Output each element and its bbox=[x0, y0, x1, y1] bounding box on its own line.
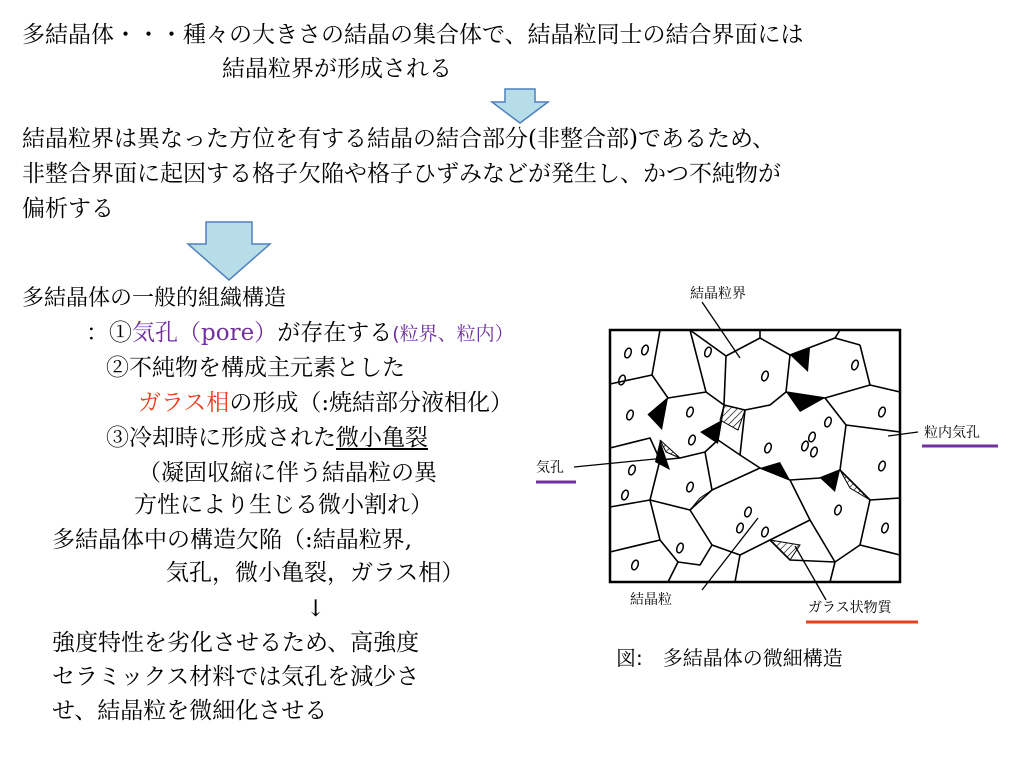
conclusion-line-3: せ、結晶粒を微細化させる bbox=[52, 698, 328, 724]
pore-label: 気孔 bbox=[536, 460, 564, 476]
grain-label: 結晶粒 bbox=[630, 592, 672, 608]
item1-prefix: ：① bbox=[86, 320, 132, 346]
grain-boundary-label: 結晶粒界 bbox=[690, 286, 746, 302]
structure-item-2-line-1: ②不純物を構成主元素とした bbox=[106, 355, 405, 381]
structure-item-3-line-1 bbox=[106, 419, 428, 457]
defects-line-2: 気孔，微小亀裂，ガラス相） bbox=[166, 560, 465, 586]
down-arrow-glyph: ↓ bbox=[306, 596, 326, 622]
conclusion-line-1: 強度特性を劣化させるため、高強度 bbox=[52, 630, 420, 656]
item3-prefix: ③冷却時に形成された bbox=[106, 425, 336, 451]
intragranular-pore-label: 粒内気孔 bbox=[924, 425, 980, 441]
item1-note: (粒界、粒内） bbox=[392, 323, 514, 345]
glass-phase-term: ガラス相 bbox=[138, 390, 230, 416]
structure-item-2-line-2 bbox=[138, 384, 513, 422]
explanation-line-1: 結晶粒界は異なった方位を有する結晶の結合部分(非整合部)であるため、 bbox=[22, 126, 776, 152]
glassy-substance-label: ガラス状物質 bbox=[808, 600, 892, 616]
explanation-line-3: 偏析する bbox=[22, 196, 114, 222]
figure-caption: 図: 多結晶体の微細構造 bbox=[616, 646, 843, 670]
explanation-line-2: 非整合界面に起因する格子欠陥や格子ひずみなどが発生し、かつ不純物が bbox=[22, 161, 781, 187]
down-arrow-icon bbox=[490, 88, 550, 124]
intro-line-1: 多結晶体・・・種々の大きさの結晶の集合体で、結晶粒同士の結合界面には bbox=[22, 22, 804, 48]
intro-line-2: 結晶粒界が形成される bbox=[222, 56, 452, 82]
conclusion-line-2: セラミックス材料では気孔を減少さ bbox=[52, 664, 420, 690]
pore-term: 気孔（pore） bbox=[132, 320, 278, 346]
structure-heading: 多結晶体の一般的組織構造 bbox=[22, 286, 287, 311]
structure-item-3-line-2: （凝固収縮に伴う結晶粒の異 bbox=[138, 460, 437, 486]
defects-line-1: 多結晶体中の構造欠陥（:結晶粒界, bbox=[52, 527, 413, 553]
polycrystal-microstructure-figure bbox=[520, 272, 1010, 628]
structure-item-1 bbox=[86, 314, 514, 353]
item1-mid: が存在する bbox=[277, 320, 393, 346]
structure-item-3-line-3: 方性により生じる微小割れ） bbox=[134, 492, 433, 518]
item2-rest: の形成（:焼結部分液相化） bbox=[229, 390, 514, 416]
large-down-arrow-icon bbox=[186, 220, 272, 282]
micro-crack-term: 微小亀裂 bbox=[336, 425, 428, 451]
